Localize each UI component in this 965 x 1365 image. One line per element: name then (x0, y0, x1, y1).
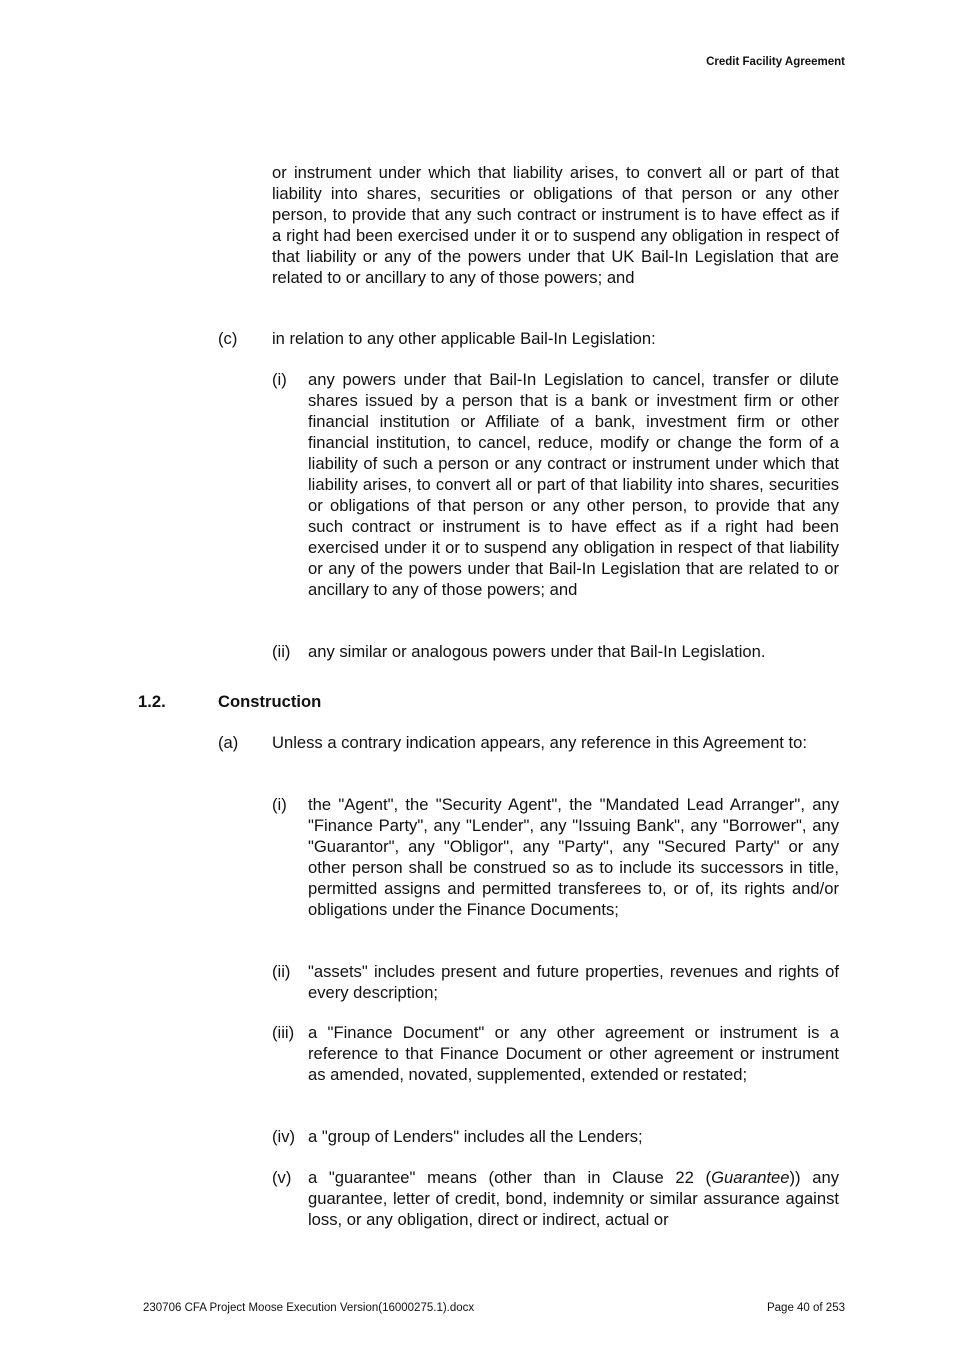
item-c-label: (c) (218, 329, 238, 348)
item-a-v-text: a "guarantee" means (other than in Clause 22 (Guarantee)) any guarantee, letter of credit, bond, indemnity or similar assurance against loss, or any obligation, direct or indirect, actual or (308, 1168, 839, 1229)
item-a-i-label: (i) (272, 795, 287, 814)
item-a-v-label: (v) (272, 1168, 292, 1187)
section-number: 1.2. (138, 692, 166, 711)
item-a-ii-label: (ii) (272, 962, 291, 981)
item-c-ii-label: (ii) (272, 642, 291, 661)
item-a-iv-label: (iv) (272, 1127, 296, 1146)
running-header: Credit Facility Agreement (706, 56, 845, 68)
section-title: Construction (218, 692, 322, 711)
item-a-ii-text: "assets" includes present and future properties, revenues and rights of every description; (308, 962, 839, 1002)
footer-page-number: Page 40 of 253 (766, 1302, 845, 1314)
item-a-i-text: the "Agent", the "Security Agent", the "Mandated Lead Arranger", any "Finance Party", any "Lender", any "Issuing Bank", any "Borrower", any "Guarantor", any "Obligor", any "Party", any "Secured Party" or any other person shall be construed so as to include its successors in title, permitted assigns and permitted transferees to, or of, its rights and/or obligations under the Finance Documents; (308, 795, 839, 919)
item-a-iv-text: a "group of Lenders" includes all the Lenders; (308, 1127, 643, 1146)
item-c-i-text: any powers under that Bail-In Legislation to cancel, transfer or dilute shares issued by a person that is a bank or investment firm or other financial institution or Affiliate of a bank, investment firm or other financial institution, to cancel, reduce, modify or change the form of a liability of such a person or any contract or instrument under which that liability arises, to convert all or part of that liability into shares, securities or obligations of that person or any other person, to provide that any such contract or instrument is to have effect as if a right had been exercised under it or to suspend any obligation in respect of that liability or any of the powers under that Bail-In Legislation that are related to or ancillary to any of those powers; and (308, 370, 839, 599)
item-a-text: Unless a contrary indication appears, any reference in this Agreement to: (272, 733, 807, 752)
item-c-i-label: (i) (272, 370, 287, 389)
item-c-ii-text: any similar or analogous powers under that Bail-In Legislation. (308, 642, 766, 661)
item-a-iii-label: (iii) (272, 1023, 295, 1042)
footer-filename: 230706 CFA Project Moose Execution Version(16000275.1).docx (143, 1302, 475, 1314)
item-a-iii-text: a "Finance Document" or any other agreement or instrument is a reference to that Finance Document or other agreement or instrument as amended, novated, supplemented, extended or restated; (308, 1023, 839, 1084)
clause-reference-italic: Guarantee (711, 1168, 790, 1187)
item-a-label: (a) (218, 733, 239, 752)
item-c-text: in relation to any other applicable Bail-In Legislation: (272, 329, 656, 348)
continuation-paragraph: or instrument under which that liability arises, to convert all or part of that liability into shares, securities or obligations of that person or any other person, to provide that any such contract or instrument is to have effect as if a right had been exercised under it or to suspend any obligation in respect of that liability or any of the powers under that UK Bail-In Legislation that are related to or ancillary to any of those powers; and (272, 163, 839, 287)
